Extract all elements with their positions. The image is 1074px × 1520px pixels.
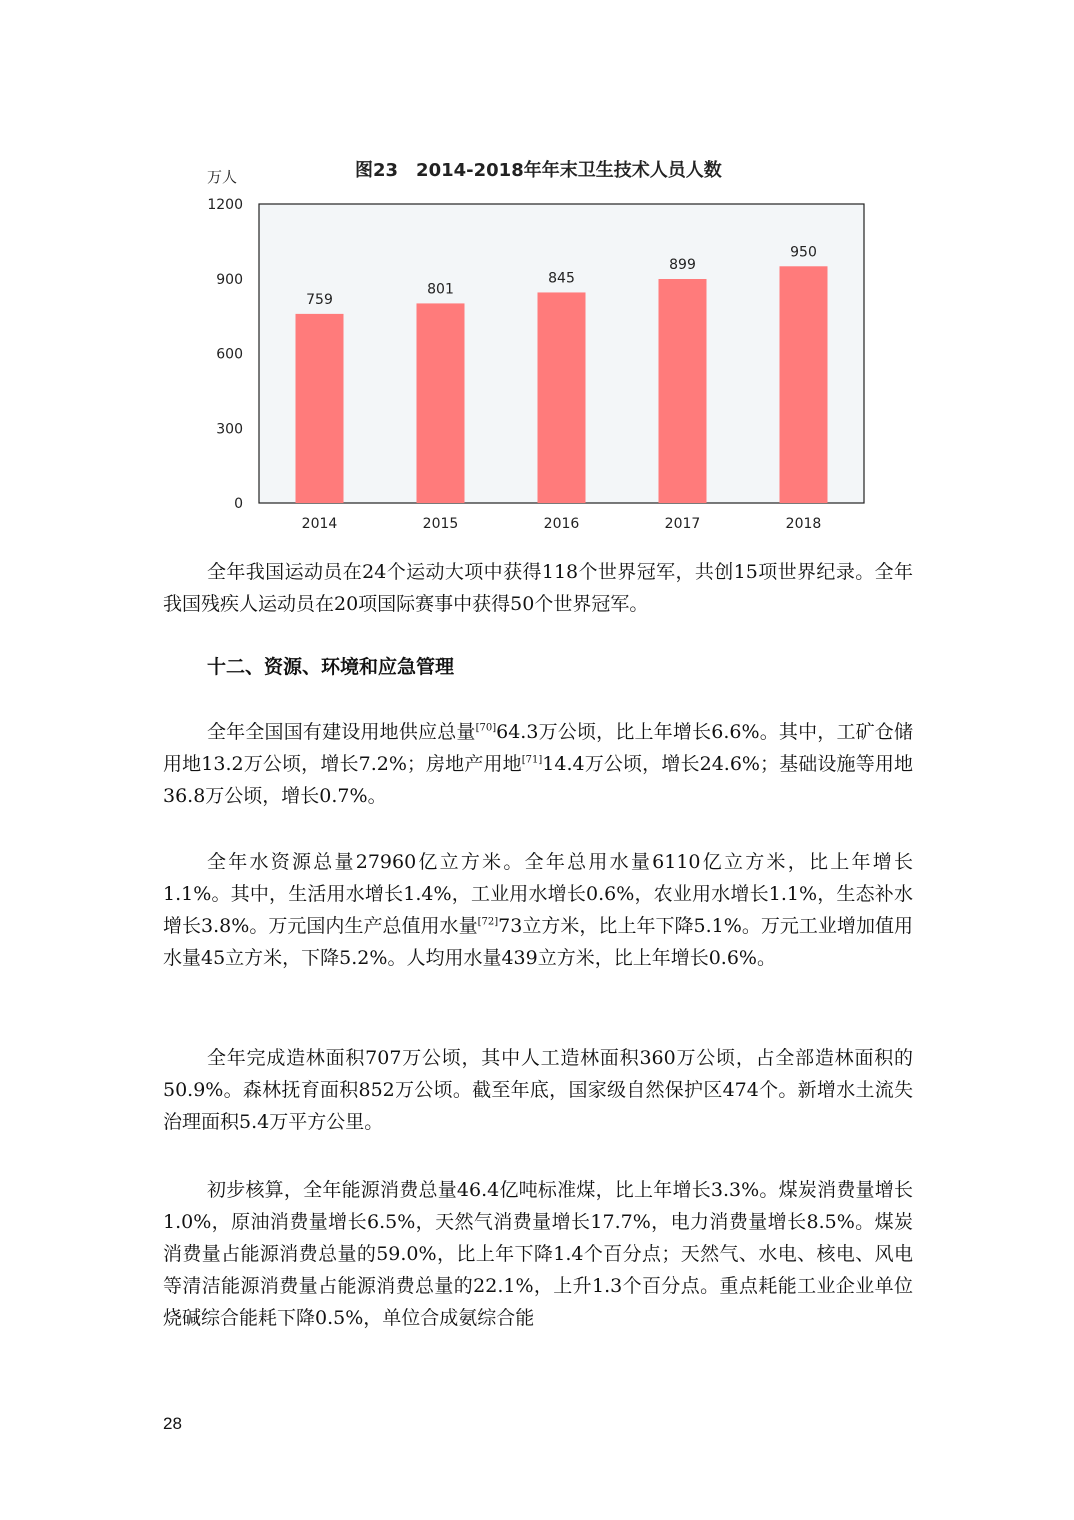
bar-2017: [659, 279, 707, 503]
data-label: 759: [306, 291, 333, 308]
footnote-70: [70]: [475, 722, 497, 734]
paragraph-text: [163, 716, 913, 812]
paragraph-text: 全年完成造林面积707万公顷，其中人工造林面积360万公顷，占全部造林面积的50.9%。森林抚育面积852万公顷。截至年底，国家级自然保护区474个。新增水土流失治理面积5.4万平方公里。: [163, 1047, 913, 1133]
x-tick-label: 2016: [543, 516, 580, 532]
text-run: 全年水资源总量27960亿立方米。全年总用水量6110亿立方米，比上年增长1.1%。其中，生活用水增长1.4%，工业用水增长0.6%，农业用水增长1.1%，生态补水增长3.8%。万元国内生产总值用水量: [163, 851, 913, 937]
chart-figure: [195, 150, 885, 540]
x-tick-label: 2017: [664, 516, 701, 532]
bar-2018: [780, 266, 828, 503]
paragraph-sports: [163, 556, 913, 620]
bar-2015: [417, 303, 465, 503]
page-number: 28: [163, 1414, 182, 1433]
footnote-71: [71]: [521, 754, 543, 766]
data-label: 801: [427, 281, 454, 298]
footnote-72: [72]: [477, 916, 499, 928]
paragraph-water: [163, 846, 913, 974]
x-tick-label: 2018: [785, 516, 822, 532]
paragraph-forest: [163, 1042, 913, 1138]
y-tick-label: 900: [216, 271, 243, 288]
text-run: 全年全国国有建设用地供应总量: [207, 721, 476, 743]
x-tick-label: 2014: [301, 516, 338, 532]
y-tick-label: 600: [216, 346, 243, 363]
section-heading: 十二、资源、环境和应急管理: [207, 656, 455, 678]
data-label: 899: [669, 256, 696, 273]
y-tick-label: 1200: [207, 197, 243, 213]
bar-2014: [296, 314, 344, 503]
paragraph-text: 初步核算，全年能源消费总量46.4亿吨标准煤，比上年增长3.3%。煤炭消费量增长1.0%，原油消费量增长6.5%，天然气消费量增长17.7%，电力消费量增长8.5%。煤炭消费量占能源消费总量的59.0%，比上年下降1.4个百分点；天然气、水电、核电、风电等清洁能源消费量占能源消费总量的22.1%，上升1.3个百分点。重点耗能工业企业单位烧碱综合能耗下降0.5%，单位合成氨综合能: [163, 1179, 913, 1329]
text-run: 14.4万公顷，增长24.6%；基础设施等用地36.8万公顷，增长0.7%。: [163, 753, 913, 807]
bar-chart: [195, 150, 885, 540]
y-tick-label: 0: [234, 496, 243, 512]
y-axis-unit: 万人: [207, 168, 238, 186]
y-tick-label: 300: [216, 421, 243, 438]
data-label: 845: [548, 270, 575, 287]
paragraph-energy: [163, 1174, 913, 1334]
chart-title: 图23 2014-2018年年末卫生技术人员人数: [355, 160, 722, 181]
data-label: 950: [790, 244, 817, 261]
text-run: 73立方米，比上年下降5.1%。万元工业增加值用水量45立方米，下降5.2%。人均用水量439立方米，比上年增长0.6%。: [163, 915, 913, 969]
paragraph-text: [163, 846, 913, 974]
paragraph-land: [163, 716, 913, 812]
x-tick-label: 2015: [422, 516, 459, 532]
text-run: 64.3万公顷，比上年增长6.6%。其中，工矿仓储用地13.2万公顷，增长7.2%；房地产用地: [163, 721, 913, 775]
bar-2016: [538, 292, 586, 503]
paragraph-text: 全年我国运动员在24个运动大项中获得118个世界冠军，共创15项世界纪录。全年我国残疾人运动员在20项国际赛事中获得50个世界冠军。: [163, 561, 913, 615]
